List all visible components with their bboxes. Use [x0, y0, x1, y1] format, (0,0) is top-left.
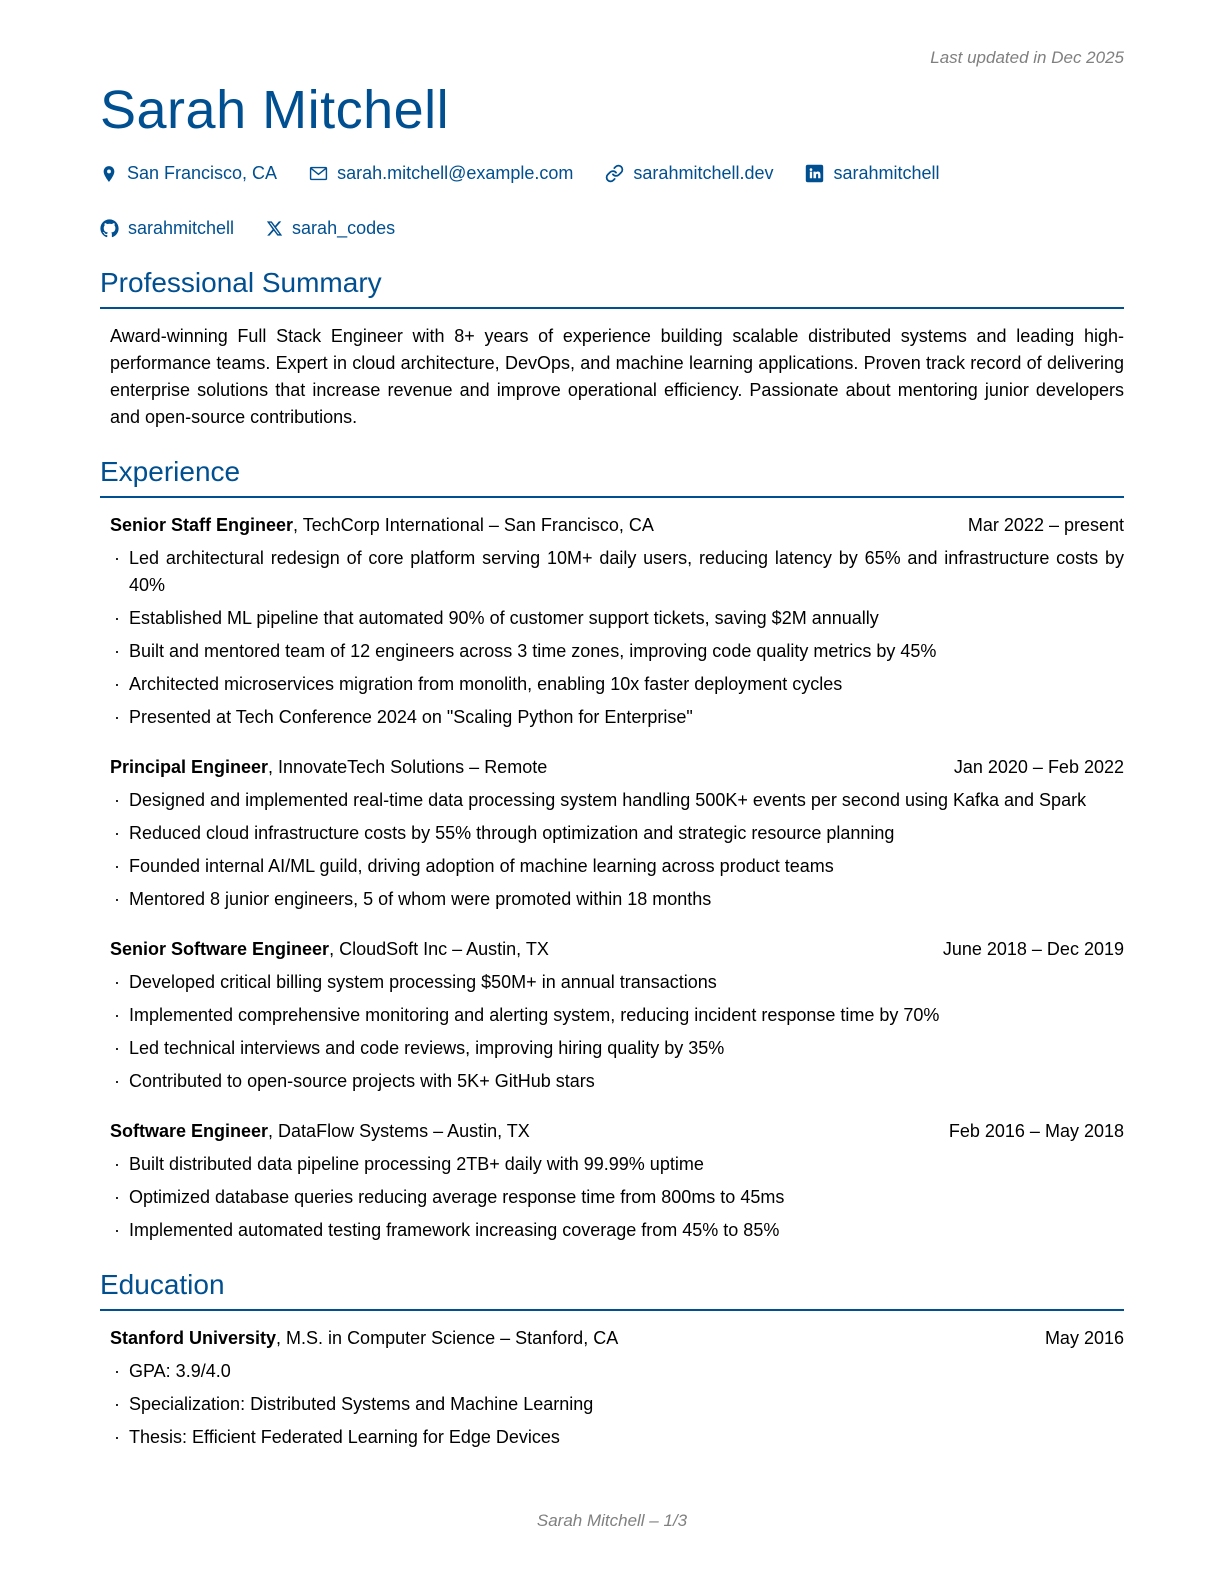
job-title: Senior Software Engineer [110, 939, 330, 960]
entry-header [110, 936, 1124, 963]
linkedin-icon [805, 164, 824, 183]
contact-github[interactable] [100, 215, 234, 242]
entry-title-line [110, 1118, 530, 1145]
experience-entry [110, 936, 1124, 1095]
highlight-item: · GPA: 3.9/4.0 [110, 1358, 1124, 1385]
highlight-item: · Led technical interviews and code reviews, improving hiring quality by 35% [110, 1035, 1124, 1062]
entry-header [110, 754, 1124, 781]
last-updated-note: Last updated in Dec 2025 [930, 48, 1124, 67]
location-pin-icon [100, 165, 118, 183]
contact-github-label: sarahmitchell [128, 218, 235, 239]
job-title: Software Engineer [110, 1121, 269, 1142]
experience-entry [110, 1118, 1124, 1244]
contact-x[interactable] [266, 215, 395, 242]
section-summary [100, 266, 1124, 431]
experience-entry [110, 512, 1124, 731]
section-title-experience: Experience [100, 455, 1124, 498]
highlight-item: · Reduced cloud infrastructure costs by 55% through optimization and strategic resource planning [110, 820, 1124, 847]
section-education [100, 1268, 1124, 1451]
highlight-list [110, 969, 1124, 1095]
section-title-summary: Professional Summary [100, 266, 1124, 309]
job-dates: Jan 2020 – Feb 2022 [953, 757, 1124, 778]
highlight-item: · Designed and implemented real-time data processing system handling 500K+ events per second using Kafka and Spark [110, 787, 1124, 814]
contact-email[interactable] [309, 160, 573, 187]
contact-list [100, 160, 1124, 242]
entry-title-line [110, 754, 547, 781]
experience-entry [110, 754, 1124, 913]
highlight-item: · Implemented automated testing framework increasing coverage from 45% to 85% [110, 1217, 1124, 1244]
entry-title-line [110, 936, 549, 963]
job-company-location: , InnovateTech Solutions – Remote [268, 757, 548, 778]
job-dates: Mar 2022 – present [967, 515, 1124, 536]
github-icon [100, 219, 119, 238]
highlight-list [110, 1358, 1124, 1451]
contact-location-label: San Francisco, CA [127, 163, 278, 184]
contact-website-label: sarahmitchell.dev [633, 163, 774, 184]
highlight-item: · Contributed to open-source projects with 5K+ GitHub stars [110, 1068, 1124, 1095]
highlight-item: · Implemented comprehensive monitoring and alerting system, reducing incident response time by 70% [110, 1002, 1124, 1029]
contact-linkedin-label: sarahmitchell [833, 163, 940, 184]
person-name: Sarah Mitchell [100, 80, 450, 140]
highlight-item: · Presented at Tech Conference 2024 on "Scaling Python for Enterprise" [110, 704, 1124, 731]
email-icon [309, 164, 328, 183]
entry-header [110, 512, 1124, 539]
contact-linkedin[interactable] [805, 160, 939, 187]
page-footer: Sarah Mitchell – 1/3 [536, 1511, 688, 1530]
job-dates: June 2018 – Dec 2019 [942, 939, 1124, 960]
education-entry [110, 1325, 1124, 1451]
highlight-item: · Mentored 8 junior engineers, 5 of whom were promoted within 18 months [110, 886, 1124, 913]
contact-location [100, 160, 277, 187]
highlight-item: · Built and mentored team of 12 engineers across 3 time zones, improving code quality metrics by 45% [110, 638, 1124, 665]
entry-header [110, 1325, 1124, 1352]
highlight-item: · Founded internal AI/ML guild, driving adoption of machine learning across product teams [110, 853, 1124, 880]
entry-header [110, 1118, 1124, 1145]
contact-email-label: sarah.mitchell@example.com [337, 163, 574, 184]
highlight-item: · Architected microservices migration from monolith, enabling 10x faster deployment cycles [110, 671, 1124, 698]
contact-website[interactable] [605, 160, 773, 187]
highlight-item: · Established ML pipeline that automated 90% of customer support tickets, saving $2M annually [110, 605, 1124, 632]
section-experience [100, 455, 1124, 1244]
contact-x-label: sarah_codes [292, 218, 396, 239]
link-icon [605, 164, 624, 183]
highlight-item: · Specialization: Distributed Systems and Machine Learning [110, 1391, 1124, 1418]
education-dates: May 2016 [1044, 1328, 1124, 1349]
job-dates: Feb 2016 – May 2018 [948, 1121, 1124, 1142]
highlight-list [110, 545, 1124, 731]
job-title: Principal Engineer [110, 757, 269, 778]
entry-title-line [110, 512, 654, 539]
section-title-education: Education [100, 1268, 1124, 1311]
entry-title-line [110, 1325, 618, 1352]
job-title: Senior Staff Engineer [110, 515, 294, 536]
highlight-item: · Built distributed data pipeline processing 2TB+ daily with 99.99% uptime [110, 1151, 1124, 1178]
highlight-item: · Developed critical billing system processing $50M+ in annual transactions [110, 969, 1124, 996]
job-company-location: , CloudSoft Inc – Austin, TX [329, 939, 549, 960]
highlight-item: · Led architectural redesign of core platform serving 10M+ daily users, reducing latency by 65% and infrastructure costs by 40% [110, 545, 1124, 599]
job-company-location: , TechCorp International – San Francisco, CA [293, 515, 654, 536]
summary-text: Award-winning Full Stack Engineer with 8+ years of experience building scalable distributed systems and leading high-performance teams. Expert in cloud architecture, DevOps, and machine learning applications. Proven track record of delivering enterprise solutions that increase revenue and improve operational efficiency. Passionate about mentoring junior developers and open-source contributions. [110, 326, 1124, 428]
x-icon [266, 220, 283, 237]
school-name: Stanford University [110, 1328, 277, 1349]
highlight-item: · Optimized database queries reducing average response time from 800ms to 45ms [110, 1184, 1124, 1211]
highlight-list [110, 787, 1124, 913]
degree-location: , M.S. in Computer Science – Stanford, CA [276, 1328, 619, 1349]
highlight-item: · Thesis: Efficient Federated Learning for Edge Devices [110, 1424, 1124, 1451]
highlight-list [110, 1151, 1124, 1244]
job-company-location: , DataFlow Systems – Austin, TX [268, 1121, 530, 1142]
